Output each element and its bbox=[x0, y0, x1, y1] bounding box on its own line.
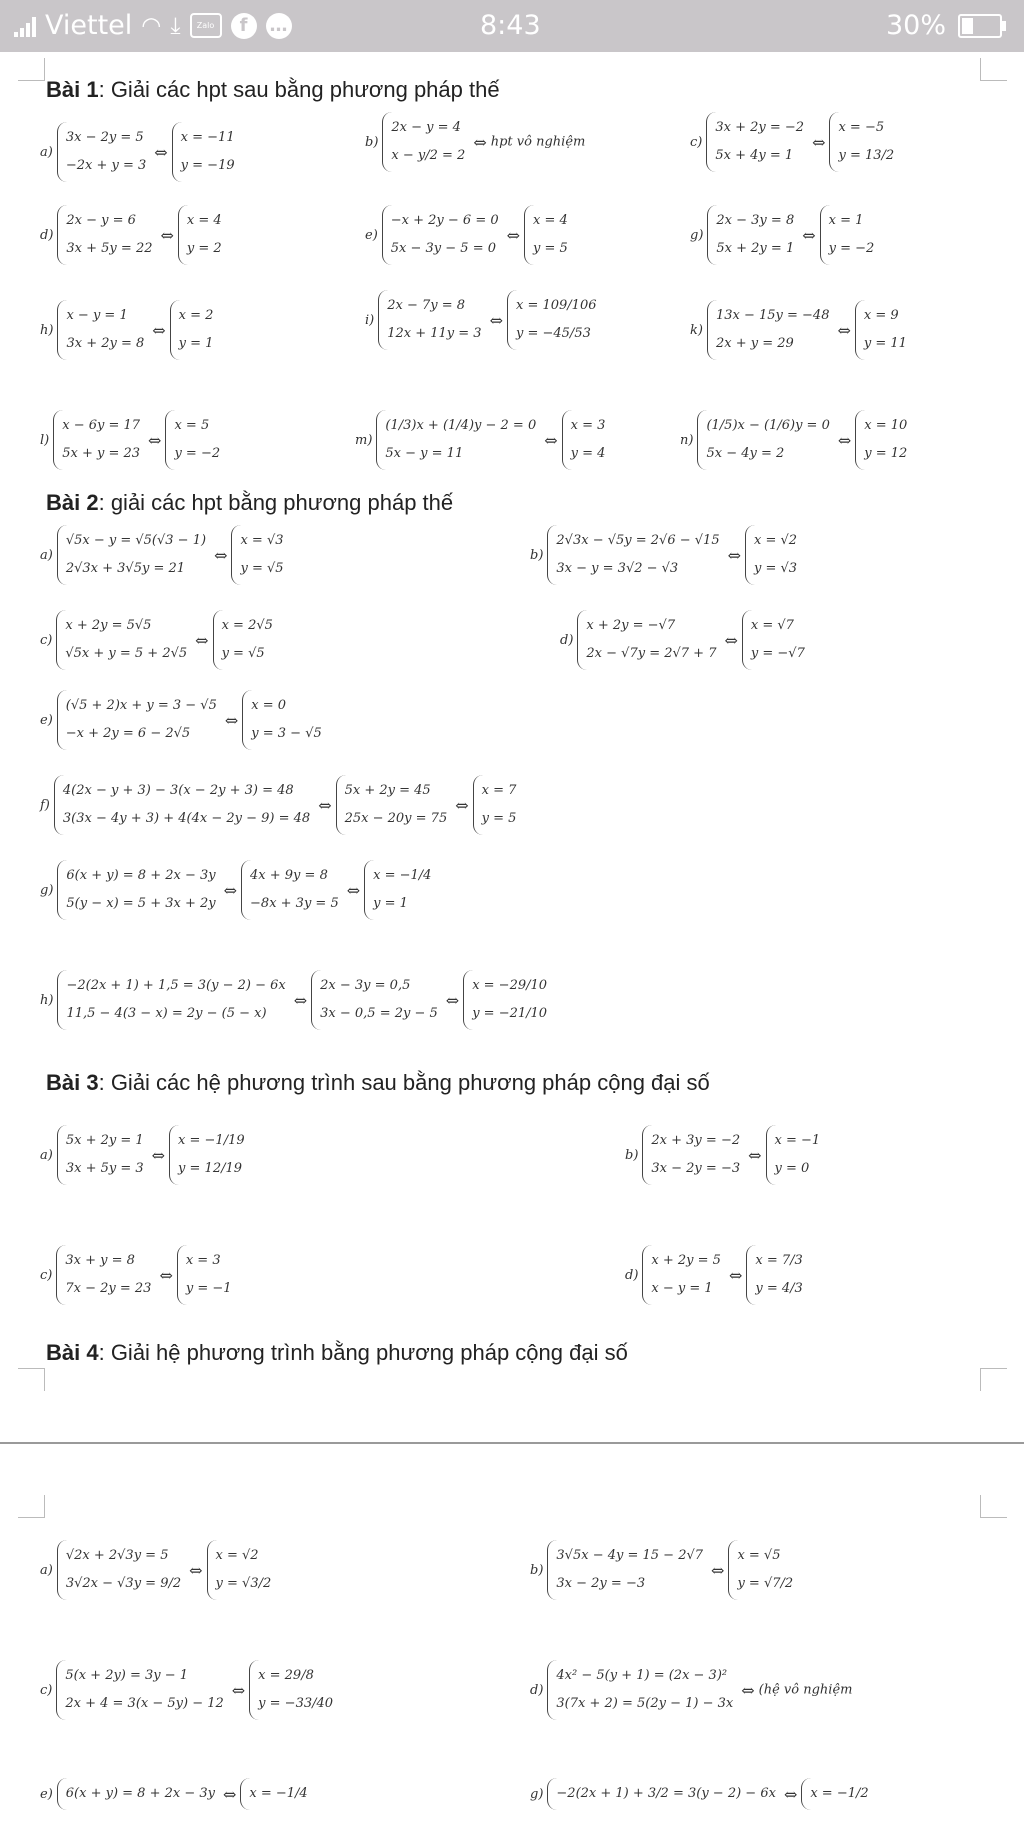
exercise-2g: g) 6(x + y) = 8 + 2x − 3y 5(y − x) = 5 + 3x + 2y ⇔ 4x + 9y = 8 −8x + 3y = 5 ⇔ x = −1/4 y = 1 bbox=[40, 860, 435, 920]
battery-icon bbox=[958, 14, 1002, 38]
carrier-name: Viettel bbox=[45, 10, 133, 41]
zalo-icon: Zalo bbox=[190, 13, 222, 38]
heading-bai-3: Bài 3: Giải các hệ phương trình sau bằng phương pháp cộng đại số bbox=[46, 1070, 710, 1095]
download-icon: ⤓ bbox=[170, 12, 181, 39]
exercise-2d: d) x + 2y = −√7 2x − √7y = 2√7 + 7 ⇔ x = √7 y = −√7 bbox=[560, 610, 809, 670]
page-corner-mark bbox=[980, 1495, 1007, 1518]
exercise-1g: g) 2x − 3y = 8 5x + 2y = 1 ⇔ x = 1 y = −2 bbox=[690, 205, 878, 265]
heading-bai-1: Bài 1: Giải các hpt sau bằng phương pháp thế bbox=[46, 77, 500, 102]
heading-bai-4: Bài 4: Giải hệ phương trình bằng phương pháp cộng đại số bbox=[46, 1340, 628, 1365]
facebook-icon: f bbox=[231, 13, 257, 39]
exercise-1k: k) 13x − 15y = −48 2x + y = 29 ⇔ x = 9 y = 11 bbox=[690, 300, 911, 360]
exercise-2c: c) x + 2y = 5√5 √5x + y = 5 + 2√5 ⇔ x = 2√5 y = √5 bbox=[40, 610, 277, 670]
exercise-1d: d) 2x − y = 6 3x + 5y = 22 ⇔ x = 4 y = 2 bbox=[40, 205, 226, 265]
exercise-4g: g) −2(2x + 1) + 3/2 = 3(y − 2) − 6x ⇔ x = −1/2 bbox=[530, 1778, 873, 1810]
exercise-4b: b) 3√5x − 4y = 15 − 2√7 3x − 2y = −3 ⇔ x = √5 y = √7/2 bbox=[530, 1540, 797, 1600]
exercise-2h: h) −2(2x + 1) + 1,5 = 3(y − 2) − 6x 11,5 − 4(3 − x) = 2y − (5 − x) ⇔ 2x − 3y = 0,5 3x − 0,5 = 2y − 5 ⇔ x = −29/10 y = −21/10 bbox=[40, 970, 551, 1030]
status-bar bbox=[0, 0, 1024, 52]
page-corner-mark bbox=[18, 1368, 45, 1391]
exercise-4c: c) 5(x + 2y) = 3y − 1 2x + 4 = 3(x − 5y) − 12 ⇔ x = 29/8 y = −33/40 bbox=[40, 1660, 337, 1720]
exercise-1h: h) x − y = 1 3x + 2y = 8 ⇔ x = 2 y = 1 bbox=[40, 300, 217, 360]
exercise-3a: a) 5x + 2y = 1 3x + 5y = 3 ⇔ x = −1/19 y = 12/19 bbox=[40, 1125, 249, 1185]
signal-icon bbox=[14, 15, 36, 37]
exercise-1l: l) x − 6y = 17 5x + y = 23 ⇔ x = 5 y = −2 bbox=[40, 410, 224, 470]
exercise-2f: f) 4(2x − y + 3) − 3(x − 2y + 3) = 48 3(3x − 4y + 3) + 4(4x − 2y − 9) = 48 ⇔ 5x + 2y = 45 25x − 20y = 75 ⇔ x = 7 y = 5 bbox=[40, 775, 520, 835]
exercise-1b: b) 2x − y = 4 x − y/2 = 2 ⇔ hpt vô nghiệm bbox=[365, 112, 585, 172]
exercise-3b: b) 2x + 3y = −2 3x − 2y = −3 ⇔ x = −1 y = 0 bbox=[625, 1125, 824, 1185]
exercise-2e: e) (√5 + 2)x + y = 3 − √5 −x + 2y = 6 − 2√5 ⇔ x = 0 y = 3 − √5 bbox=[40, 690, 326, 750]
messenger-icon: … bbox=[266, 13, 292, 39]
page-corner-mark bbox=[980, 58, 1007, 81]
heading-bai-2: Bài 2: giải các hpt bằng phương pháp thế bbox=[46, 490, 454, 515]
wifi-icon: ◠ bbox=[141, 12, 162, 39]
exercise-3d: d) x + 2y = 5 x − y = 1 ⇔ x = 7/3 y = 4/3 bbox=[625, 1245, 807, 1305]
page-corner-mark bbox=[18, 1495, 45, 1518]
exercise-1c: c) 3x + 2y = −2 5x + 4y = 1 ⇔ x = −5 y = 13/2 bbox=[690, 112, 898, 172]
exercise-1a: a) 3x − 2y = 5 −2x + y = 3 ⇔ x = −11 y = −19 bbox=[40, 122, 239, 182]
exercise-2a: a) √5x − y = √5(√3 − 1) 2√3x + 3√5y = 21 ⇔ x = √3 y = √5 bbox=[40, 525, 288, 585]
page-break bbox=[0, 1442, 1024, 1444]
exercise-4a: a) √2x + 2√3y = 5 3√2x − √3y = 9/2 ⇔ x = √2 y = √3/2 bbox=[40, 1540, 275, 1600]
page-corner-mark bbox=[980, 1368, 1007, 1391]
exercise-1n: n) (1/5)x − (1/6)y = 0 5x − 4y = 2 ⇔ x = 10 y = 12 bbox=[680, 410, 911, 470]
exercise-4e: e) 6(x + y) = 8 + 2x − 3y ⇔ x = −1/4 bbox=[40, 1778, 312, 1810]
exercise-1e: e) −x + 2y − 6 = 0 5x − 3y − 5 = 0 ⇔ x = 4 y = 5 bbox=[365, 205, 572, 265]
exercise-1i: i) 2x − 7y = 8 12x + 11y = 3 ⇔ x = 109/106 y = −45/53 bbox=[365, 290, 601, 350]
exercise-2b: b) 2√3x − √5y = 2√6 − √15 3x − y = 3√2 − √3 ⇔ x = √2 y = √3 bbox=[530, 525, 801, 585]
exercise-4d: d) 4x² − 5(y + 1) = (2x − 3)² 3(7x + 2) = 5(2y − 1) − 3x ⇔ (hệ vô nghiệm bbox=[530, 1660, 852, 1720]
exercise-3c: c) 3x + y = 8 7x − 2y = 23 ⇔ x = 3 y = −1 bbox=[40, 1245, 236, 1305]
clock: 8:43 bbox=[480, 10, 541, 41]
battery-percent: 30% bbox=[885, 10, 946, 41]
exercise-1m: m) (1/3)x + (1/4)y − 2 = 0 5x − y = 11 ⇔ x = 3 y = 4 bbox=[355, 410, 609, 470]
page-corner-mark bbox=[18, 58, 45, 81]
